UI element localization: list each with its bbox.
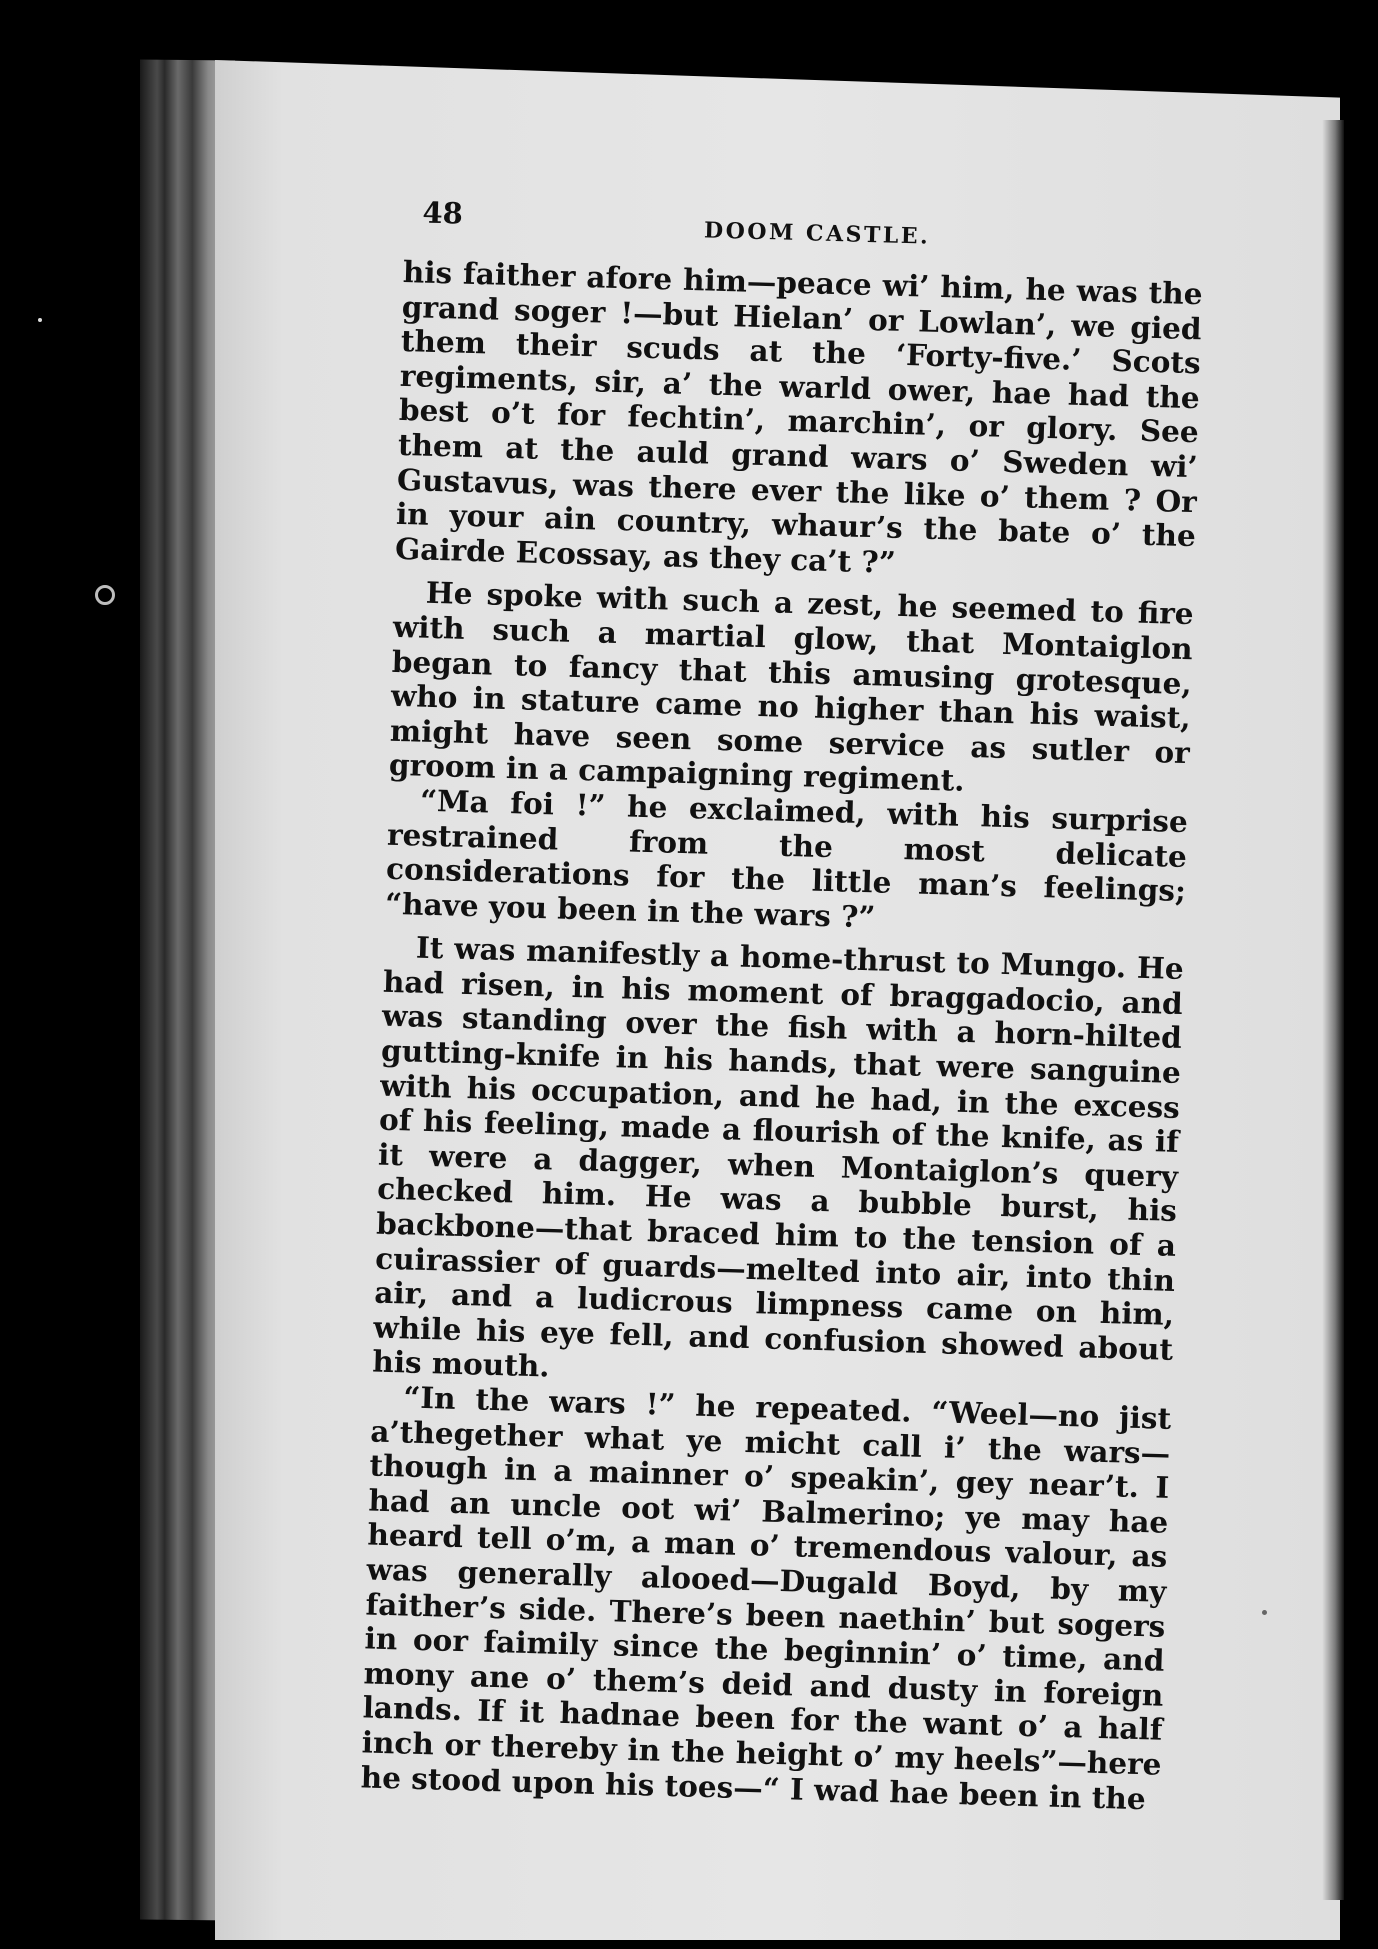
page-number: 48 xyxy=(422,195,464,231)
paragraph: “In the wars !” he repeated. “Weel—no jist a’thegether what ye micht call i’ the wars—though in a mainner o’ speakin’, gey near’t. I had an uncle oot wi’ Balmerino; ye may hae heard tell o’m, a man o’ tremendous valour, as was generally alooed—Dugald Boyd, by my faither’s side. There’s been naethin’ but sogers in oor faimily since the beginnin’ o’ time, and mony ane o’ them’s deid and dusty in foreign lands. If it hadnae been for the want o’ a half inch or thereby in the height o’ my heels”—here he stood upon his toes—“ I wad hae been in the xyxy=(360,1379,1172,1816)
paragraph-continuation: his faither afore him—peace wi’ him, he was the grand soger !—but Hielan’ or Lowlan’, we gied them their scuds at the ‘Forty-five.’ Scots regiments, sir, a’ the warld ower, hae had the best o’t for fechtin’, marchin’, or glory. See them at the auld grand wars o’ Sweden wi’ Gustavus, was there ever the like o’ them ? Or in your ain country, whaur’s the bate o’ the Gairde Ecossay, as they ca’t ?” xyxy=(394,253,1204,580)
paragraph: “Ma foi !” he exclaimed, with his surprise restrained from the most delicate considerations for the little man’s feelings; “have you been in the wars ?” xyxy=(384,782,1189,935)
dust-speck xyxy=(1262,1610,1267,1615)
paragraph: It was manifestly a home-thrust to Mungo. He had risen, in his moment of braggadocio, and was standing over the fish with a horn-hilted gutting-knife in his hands, that were sanguine with his occupation, and he had, in the excess of his feeling, made a flourish of the knife, as if it were a dagger, when Montaiglon’s query checked him. He was a bubble burst, his backbone—that braced him to the tension of a cuirassier of guards—melted into air, into thin air, and a ludicrous limpness came on him, while his eye fell, and confusion showed about his mouth. xyxy=(371,929,1185,1384)
page-edge-shadow xyxy=(1322,120,1344,1900)
dust-speck xyxy=(38,318,42,322)
paragraph: He spoke with such a zest, he seemed to fire with such a martial glow, that Montaiglon began to fancy that this amusing grotesque, who in stature came no higher than his waist, might have seen some service as sutler or groom in a campaigning regiment. xyxy=(388,575,1195,799)
binding-hole-mark xyxy=(95,585,115,605)
page-text-block xyxy=(360,195,1205,1826)
running-title: DOOM CASTLE. xyxy=(703,217,931,250)
